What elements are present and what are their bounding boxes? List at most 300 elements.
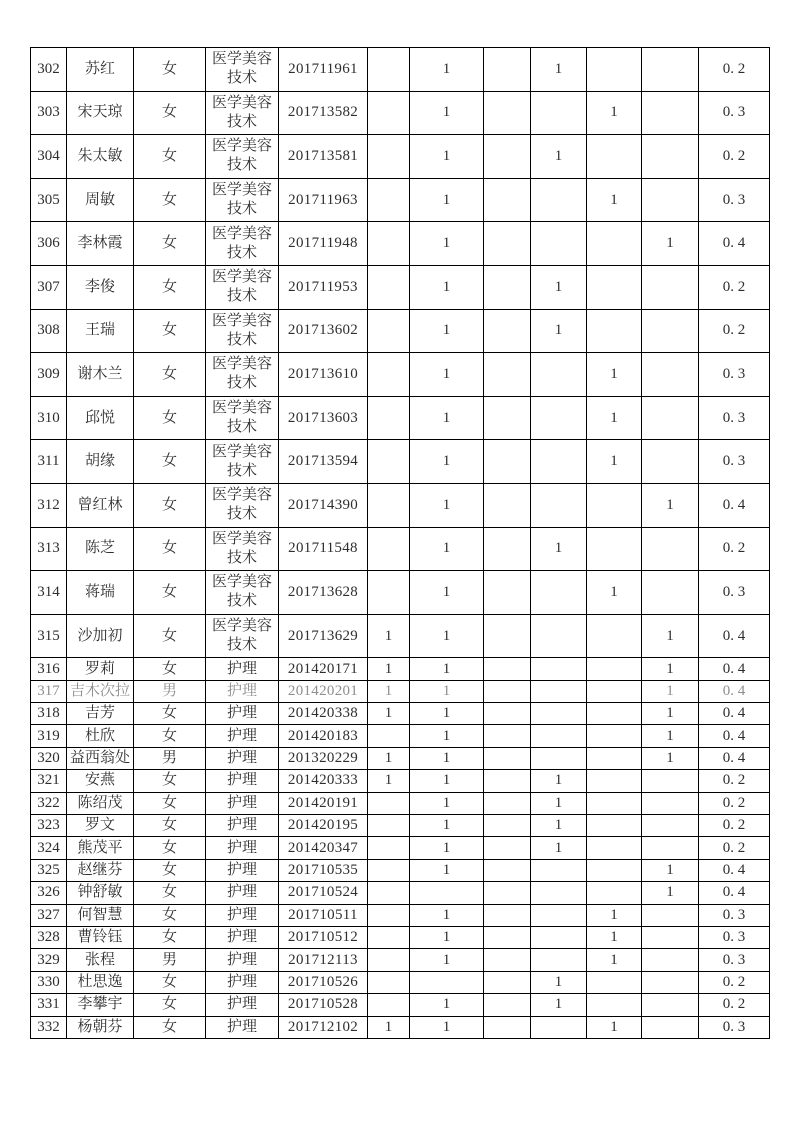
cell-gender: 女	[134, 725, 206, 747]
cell-score: 0. 3	[699, 91, 770, 135]
table-row	[31, 927, 770, 949]
cell-mark-2: 1	[410, 265, 484, 309]
cell-row-number: 305	[31, 178, 67, 222]
cell-mark-3	[484, 48, 531, 92]
cell-name: 钟舒敏	[67, 882, 134, 904]
table-row	[31, 837, 770, 859]
cell-score: 0. 3	[699, 571, 770, 615]
cell-mark-4	[531, 680, 587, 702]
cell-major: 医学美容技术	[206, 353, 279, 397]
cell-mark-2: 1	[410, 483, 484, 527]
cell-mark-4	[531, 222, 587, 266]
cell-mark-1	[368, 859, 410, 881]
cell-mark-5	[587, 222, 642, 266]
cell-mark-6	[642, 770, 699, 792]
cell-mark-5	[587, 770, 642, 792]
cell-mark-3	[484, 815, 531, 837]
cell-major: 医学美容技术	[206, 571, 279, 615]
cell-mark-3	[484, 91, 531, 135]
cell-mark-3	[484, 527, 531, 571]
cell-student-id: 201713582	[279, 91, 368, 135]
table-row	[31, 178, 770, 222]
table-row	[31, 680, 770, 702]
cell-mark-3	[484, 904, 531, 926]
cell-mark-6: 1	[642, 614, 699, 658]
cell-mark-1: 1	[368, 747, 410, 769]
cell-mark-6	[642, 527, 699, 571]
cell-mark-1: 1	[368, 680, 410, 702]
cell-mark-5	[587, 483, 642, 527]
cell-mark-5	[587, 792, 642, 814]
cell-mark-4	[531, 703, 587, 725]
cell-name: 杜欣	[67, 725, 134, 747]
cell-row-number: 313	[31, 527, 67, 571]
cell-row-number: 306	[31, 222, 67, 266]
cell-major: 护理	[206, 994, 279, 1016]
cell-mark-1	[368, 222, 410, 266]
cell-mark-4	[531, 859, 587, 881]
cell-row-number: 332	[31, 1016, 67, 1038]
cell-major: 医学美容技术	[206, 440, 279, 484]
cell-score: 0. 4	[699, 680, 770, 702]
cell-score: 0. 3	[699, 440, 770, 484]
table-row	[31, 1016, 770, 1038]
cell-row-number: 316	[31, 658, 67, 680]
cell-mark-5	[587, 859, 642, 881]
table-row	[31, 571, 770, 615]
cell-score: 0. 3	[699, 396, 770, 440]
cell-mark-3	[484, 770, 531, 792]
cell-name: 沙加初	[67, 614, 134, 658]
cell-mark-3	[484, 994, 531, 1016]
cell-gender: 男	[134, 949, 206, 971]
cell-score: 0. 3	[699, 949, 770, 971]
cell-gender: 女	[134, 837, 206, 859]
cell-major: 护理	[206, 680, 279, 702]
cell-mark-5	[587, 658, 642, 680]
cell-gender: 女	[134, 859, 206, 881]
cell-mark-6	[642, 837, 699, 859]
cell-mark-3	[484, 658, 531, 680]
cell-student-id: 201713602	[279, 309, 368, 353]
cell-student-id: 201710511	[279, 904, 368, 926]
cell-major: 护理	[206, 703, 279, 725]
cell-row-number: 318	[31, 703, 67, 725]
cell-score: 0. 3	[699, 353, 770, 397]
cell-mark-3	[484, 353, 531, 397]
cell-name: 蒋瑞	[67, 571, 134, 615]
cell-mark-2: 1	[410, 927, 484, 949]
table-row	[31, 396, 770, 440]
cell-mark-4	[531, 882, 587, 904]
table-row	[31, 815, 770, 837]
cell-student-id: 201710512	[279, 927, 368, 949]
cell-mark-2: 1	[410, 309, 484, 353]
cell-mark-4: 1	[531, 971, 587, 993]
cell-name: 吉芳	[67, 703, 134, 725]
cell-mark-3	[484, 178, 531, 222]
cell-name: 张程	[67, 949, 134, 971]
cell-gender: 女	[134, 904, 206, 926]
cell-name: 谢木兰	[67, 353, 134, 397]
cell-student-id: 201420195	[279, 815, 368, 837]
cell-row-number: 317	[31, 680, 67, 702]
table-row	[31, 994, 770, 1016]
cell-row-number: 302	[31, 48, 67, 92]
cell-mark-6: 1	[642, 222, 699, 266]
cell-row-number: 320	[31, 747, 67, 769]
cell-mark-3	[484, 265, 531, 309]
cell-score: 0. 2	[699, 48, 770, 92]
cell-mark-5	[587, 703, 642, 725]
roster-table	[30, 47, 770, 1039]
cell-mark-5: 1	[587, 396, 642, 440]
cell-mark-5	[587, 994, 642, 1016]
cell-mark-6	[642, 815, 699, 837]
cell-score: 0. 4	[699, 747, 770, 769]
cell-mark-6: 1	[642, 658, 699, 680]
cell-mark-5	[587, 309, 642, 353]
cell-score: 0. 4	[699, 222, 770, 266]
cell-mark-5	[587, 135, 642, 179]
cell-mark-6: 1	[642, 859, 699, 881]
cell-mark-1	[368, 440, 410, 484]
cell-major: 医学美容技术	[206, 614, 279, 658]
cell-mark-2: 1	[410, 178, 484, 222]
cell-mark-4	[531, 440, 587, 484]
cell-student-id: 201711548	[279, 527, 368, 571]
cell-mark-2: 1	[410, 994, 484, 1016]
cell-student-id: 201711961	[279, 48, 368, 92]
cell-mark-4: 1	[531, 815, 587, 837]
cell-major: 护理	[206, 725, 279, 747]
cell-mark-5	[587, 725, 642, 747]
cell-major: 护理	[206, 792, 279, 814]
cell-mark-2: 1	[410, 680, 484, 702]
cell-mark-1	[368, 837, 410, 859]
cell-mark-6	[642, 792, 699, 814]
cell-mark-5	[587, 971, 642, 993]
cell-student-id: 201712102	[279, 1016, 368, 1038]
cell-mark-1	[368, 178, 410, 222]
cell-mark-3	[484, 571, 531, 615]
cell-mark-5: 1	[587, 353, 642, 397]
cell-mark-3	[484, 680, 531, 702]
cell-mark-6	[642, 396, 699, 440]
cell-row-number: 323	[31, 815, 67, 837]
cell-score: 0. 4	[699, 703, 770, 725]
cell-student-id: 201420333	[279, 770, 368, 792]
cell-major: 护理	[206, 971, 279, 993]
cell-student-id: 201713628	[279, 571, 368, 615]
cell-major: 医学美容技术	[206, 309, 279, 353]
table-row	[31, 792, 770, 814]
cell-score: 0. 4	[699, 483, 770, 527]
cell-gender: 男	[134, 747, 206, 769]
cell-mark-5: 1	[587, 927, 642, 949]
cell-mark-2: 1	[410, 614, 484, 658]
cell-student-id: 201713594	[279, 440, 368, 484]
cell-major: 护理	[206, 904, 279, 926]
cell-mark-2: 1	[410, 135, 484, 179]
cell-mark-3	[484, 1016, 531, 1038]
cell-major: 护理	[206, 747, 279, 769]
cell-mark-4	[531, 1016, 587, 1038]
cell-mark-5: 1	[587, 571, 642, 615]
cell-student-id: 201714390	[279, 483, 368, 527]
cell-mark-1	[368, 309, 410, 353]
cell-mark-4: 1	[531, 48, 587, 92]
cell-student-id: 201420191	[279, 792, 368, 814]
cell-gender: 女	[134, 1016, 206, 1038]
cell-mark-4: 1	[531, 792, 587, 814]
cell-score: 0. 2	[699, 770, 770, 792]
cell-row-number: 325	[31, 859, 67, 881]
cell-student-id: 201420183	[279, 725, 368, 747]
cell-gender: 女	[134, 571, 206, 615]
cell-mark-2: 1	[410, 747, 484, 769]
cell-mark-2: 1	[410, 48, 484, 92]
cell-mark-3	[484, 440, 531, 484]
cell-mark-1: 1	[368, 614, 410, 658]
cell-score: 0. 3	[699, 178, 770, 222]
cell-name: 熊茂平	[67, 837, 134, 859]
cell-mark-5	[587, 265, 642, 309]
cell-mark-2: 1	[410, 859, 484, 881]
cell-mark-2: 1	[410, 904, 484, 926]
cell-name: 何智慧	[67, 904, 134, 926]
cell-row-number: 308	[31, 309, 67, 353]
cell-score: 0. 3	[699, 927, 770, 949]
cell-mark-6: 1	[642, 680, 699, 702]
cell-score: 0. 4	[699, 859, 770, 881]
cell-mark-6	[642, 309, 699, 353]
cell-name: 益西翁处	[67, 747, 134, 769]
cell-mark-4	[531, 91, 587, 135]
cell-score: 0. 2	[699, 837, 770, 859]
cell-mark-1	[368, 725, 410, 747]
cell-name: 苏红	[67, 48, 134, 92]
cell-mark-3	[484, 747, 531, 769]
cell-mark-1: 1	[368, 703, 410, 725]
cell-mark-4: 1	[531, 994, 587, 1016]
cell-mark-6: 1	[642, 483, 699, 527]
table-row	[31, 265, 770, 309]
cell-name: 曾红林	[67, 483, 134, 527]
cell-mark-4: 1	[531, 527, 587, 571]
cell-score: 0. 2	[699, 527, 770, 571]
cell-name: 安燕	[67, 770, 134, 792]
cell-name: 陈绍茂	[67, 792, 134, 814]
cell-name: 罗莉	[67, 658, 134, 680]
cell-mark-1	[368, 904, 410, 926]
cell-row-number: 331	[31, 994, 67, 1016]
cell-mark-2: 1	[410, 725, 484, 747]
cell-major: 护理	[206, 859, 279, 881]
cell-mark-1	[368, 571, 410, 615]
table-row	[31, 703, 770, 725]
cell-mark-5	[587, 747, 642, 769]
cell-mark-4	[531, 353, 587, 397]
cell-row-number: 307	[31, 265, 67, 309]
cell-major: 护理	[206, 949, 279, 971]
cell-gender: 女	[134, 483, 206, 527]
cell-mark-4	[531, 483, 587, 527]
cell-name: 陈芝	[67, 527, 134, 571]
cell-student-id: 201713610	[279, 353, 368, 397]
cell-mark-4	[531, 658, 587, 680]
cell-name: 胡缘	[67, 440, 134, 484]
cell-mark-1	[368, 927, 410, 949]
cell-mark-6	[642, 48, 699, 92]
cell-major: 医学美容技术	[206, 483, 279, 527]
cell-name: 宋天琼	[67, 91, 134, 135]
cell-student-id: 201713603	[279, 396, 368, 440]
cell-student-id: 201710535	[279, 859, 368, 881]
cell-mark-3	[484, 882, 531, 904]
cell-gender: 女	[134, 792, 206, 814]
cell-mark-3	[484, 837, 531, 859]
cell-student-id: 201320229	[279, 747, 368, 769]
table-row	[31, 527, 770, 571]
cell-name: 王瑞	[67, 309, 134, 353]
cell-row-number: 329	[31, 949, 67, 971]
cell-mark-2: 1	[410, 703, 484, 725]
cell-mark-6: 1	[642, 747, 699, 769]
cell-mark-2: 1	[410, 91, 484, 135]
cell-gender: 女	[134, 353, 206, 397]
cell-student-id: 201711948	[279, 222, 368, 266]
table-row	[31, 971, 770, 993]
cell-mark-1	[368, 353, 410, 397]
cell-row-number: 304	[31, 135, 67, 179]
cell-mark-6	[642, 178, 699, 222]
table-row	[31, 135, 770, 179]
cell-major: 护理	[206, 658, 279, 680]
cell-score: 0. 2	[699, 265, 770, 309]
cell-mark-4	[531, 396, 587, 440]
cell-mark-6	[642, 994, 699, 1016]
cell-mark-2: 1	[410, 527, 484, 571]
cell-student-id: 201420347	[279, 837, 368, 859]
cell-mark-3	[484, 949, 531, 971]
cell-mark-6	[642, 927, 699, 949]
cell-major: 护理	[206, 815, 279, 837]
cell-student-id: 201710528	[279, 994, 368, 1016]
cell-mark-4: 1	[531, 309, 587, 353]
cell-mark-6	[642, 1016, 699, 1038]
cell-major: 医学美容技术	[206, 135, 279, 179]
cell-mark-4: 1	[531, 770, 587, 792]
cell-mark-3	[484, 703, 531, 725]
cell-gender: 女	[134, 265, 206, 309]
cell-student-id: 201713629	[279, 614, 368, 658]
cell-score: 0. 2	[699, 815, 770, 837]
cell-name: 李俊	[67, 265, 134, 309]
cell-gender: 女	[134, 994, 206, 1016]
cell-gender: 女	[134, 658, 206, 680]
cell-score: 0. 3	[699, 1016, 770, 1038]
cell-major: 医学美容技术	[206, 527, 279, 571]
cell-mark-5	[587, 882, 642, 904]
cell-student-id: 201711953	[279, 265, 368, 309]
cell-student-id: 201710526	[279, 971, 368, 993]
cell-mark-1	[368, 882, 410, 904]
table-row	[31, 882, 770, 904]
cell-score: 0. 2	[699, 309, 770, 353]
cell-major: 医学美容技术	[206, 265, 279, 309]
cell-student-id: 201420338	[279, 703, 368, 725]
cell-mark-3	[484, 859, 531, 881]
cell-mark-6	[642, 440, 699, 484]
cell-gender: 女	[134, 882, 206, 904]
cell-name: 罗文	[67, 815, 134, 837]
cell-major: 医学美容技术	[206, 222, 279, 266]
table-row	[31, 747, 770, 769]
cell-mark-3	[484, 396, 531, 440]
table-row	[31, 614, 770, 658]
cell-mark-5	[587, 680, 642, 702]
cell-row-number: 312	[31, 483, 67, 527]
cell-gender: 女	[134, 815, 206, 837]
cell-name: 朱太敏	[67, 135, 134, 179]
cell-mark-3	[484, 971, 531, 993]
table-row	[31, 440, 770, 484]
cell-mark-6: 1	[642, 882, 699, 904]
cell-mark-1	[368, 135, 410, 179]
cell-gender: 女	[134, 527, 206, 571]
cell-mark-2: 1	[410, 770, 484, 792]
cell-mark-2: 1	[410, 353, 484, 397]
cell-mark-2: 1	[410, 815, 484, 837]
cell-row-number: 303	[31, 91, 67, 135]
cell-mark-4	[531, 614, 587, 658]
cell-mark-5	[587, 48, 642, 92]
cell-major: 护理	[206, 1016, 279, 1038]
cell-name: 李林霞	[67, 222, 134, 266]
cell-student-id: 201420171	[279, 658, 368, 680]
table-row	[31, 904, 770, 926]
cell-mark-3	[484, 614, 531, 658]
cell-mark-5: 1	[587, 440, 642, 484]
cell-major: 医学美容技术	[206, 91, 279, 135]
cell-mark-1: 1	[368, 658, 410, 680]
cell-name: 吉木次拉	[67, 680, 134, 702]
cell-student-id: 201711963	[279, 178, 368, 222]
cell-gender: 女	[134, 222, 206, 266]
cell-mark-6: 1	[642, 703, 699, 725]
cell-mark-4	[531, 949, 587, 971]
cell-mark-3	[484, 135, 531, 179]
cell-mark-6	[642, 971, 699, 993]
cell-gender: 女	[134, 48, 206, 92]
cell-student-id: 201712113	[279, 949, 368, 971]
table-row	[31, 353, 770, 397]
cell-score: 0. 2	[699, 994, 770, 1016]
cell-mark-4	[531, 927, 587, 949]
cell-score: 0. 4	[699, 658, 770, 680]
cell-mark-5	[587, 527, 642, 571]
cell-mark-2: 1	[410, 440, 484, 484]
cell-mark-4: 1	[531, 135, 587, 179]
table-row	[31, 949, 770, 971]
cell-gender: 女	[134, 927, 206, 949]
cell-major: 护理	[206, 927, 279, 949]
cell-mark-6	[642, 353, 699, 397]
table-row	[31, 309, 770, 353]
cell-gender: 男	[134, 680, 206, 702]
cell-mark-2	[410, 971, 484, 993]
